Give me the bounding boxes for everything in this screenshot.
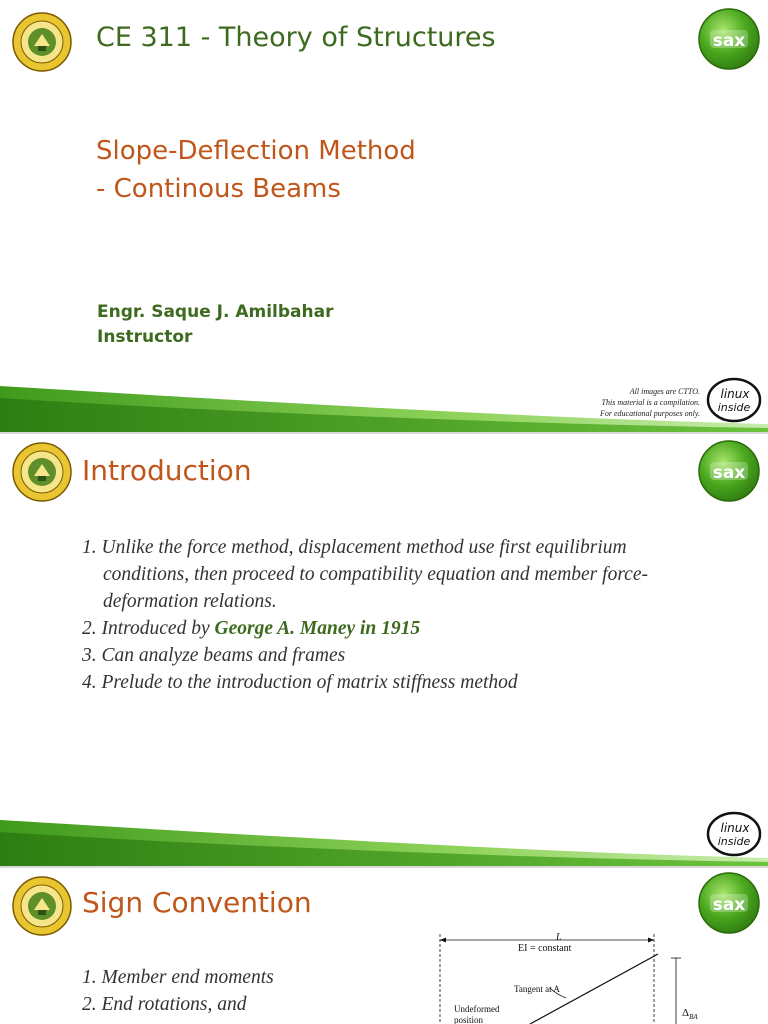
delta-ba-label (682, 1007, 698, 1021)
sax-logo-icon (698, 8, 760, 70)
course-title: CE 311 - Theory of Structures (96, 22, 496, 53)
linux-logo-text-2: inside (717, 401, 751, 414)
position-label: position (454, 1015, 484, 1024)
list-item: 1. Unlike the force method, displacement method use first equilibrium conditions, then proceed to compatibility equation and member force-deformation relations. (82, 537, 648, 612)
slide-introduction (0, 434, 768, 866)
author-block (97, 300, 333, 350)
credit-line-1: All images are CTTO. (629, 387, 700, 396)
credit-line-3: For educational purposes only. (600, 409, 700, 418)
highlighted-name: George A. Maney in 1915 (214, 618, 421, 639)
ei-label: EI = constant (518, 943, 572, 954)
sax-logo-icon (698, 872, 760, 934)
university-seal-icon (12, 442, 72, 502)
slide-heading: Introduction (82, 454, 252, 487)
slide-title (0, 0, 768, 432)
linux-logo-text-2: inside (717, 835, 751, 848)
list-item: 2. End rotations, and (82, 994, 247, 1015)
lecture-subtitle (96, 132, 416, 208)
linux-inside-logo-icon (706, 376, 762, 424)
list-item: 3. Can analyze beams and frames (82, 645, 346, 666)
university-seal-icon (12, 876, 72, 936)
green-swoosh-footer (0, 812, 768, 866)
sax-logo-text: sax (712, 31, 746, 51)
list-item (82, 615, 702, 642)
list-item: 4. Prelude to the introduction of matrix stiffness method (82, 672, 518, 693)
author-name: Engr. Saque J. Amilbahar (97, 302, 334, 322)
list-item-prefix: 2. Introduced by (82, 618, 215, 639)
span-label: L (556, 932, 562, 943)
author-role: Instructor (97, 327, 193, 347)
linux-inside-logo-icon (706, 810, 762, 858)
sax-logo-icon (698, 440, 760, 502)
linux-logo-text-1: linux (720, 821, 750, 835)
university-seal-icon (12, 12, 72, 72)
undeformed-label: Undeformed (454, 1004, 500, 1014)
sax-logo-text: sax (712, 463, 746, 483)
subtitle-line-1: Slope-Deflection Method (96, 136, 416, 166)
linux-logo-text-1: linux (720, 387, 750, 401)
slide-heading: Sign Convention (82, 886, 312, 919)
subtitle-line-2: - Continous Beams (96, 174, 341, 204)
slide-sign-convention (0, 868, 768, 1024)
intro-list (82, 534, 702, 696)
credit-line-2: This material is a compilation. (601, 398, 700, 407)
tangent-label: Tangent at A (514, 984, 560, 994)
delta-subscript: BA (689, 1013, 698, 1022)
sax-logo-text: sax (712, 895, 746, 915)
delta-symbol: Δ (682, 1007, 690, 1019)
list-item: 1. Member end moments (82, 967, 274, 988)
image-credit-note (560, 386, 700, 419)
sign-convention-list (82, 964, 412, 1018)
